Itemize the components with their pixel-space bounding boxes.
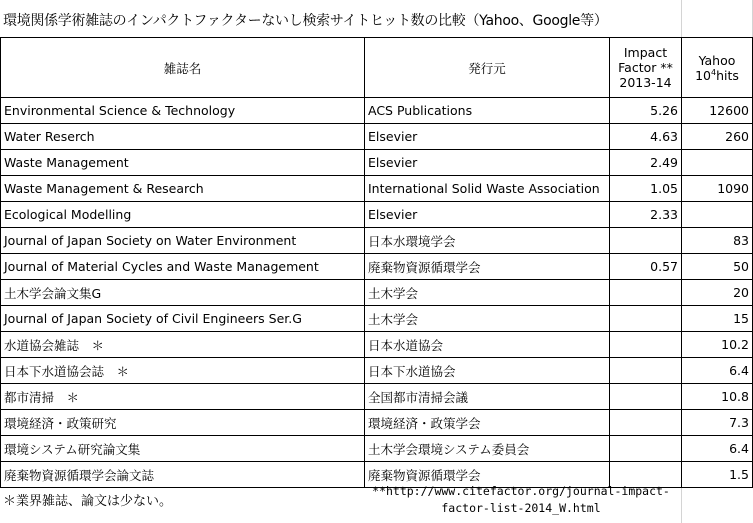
journal-name: 環境経済・政策研究 [1,410,365,436]
impact-factor-header-line: Impact [623,45,668,60]
journal-name: 日本下水道協会誌 ＊ [1,358,365,384]
journal-name: 土木学会論文集G [1,280,365,306]
impact-factor-value [610,280,682,306]
table-row [1,410,753,436]
yahoo-hits-value: 83 [682,228,753,254]
table-row [1,332,753,358]
publisher-name: 日本下水道協会 [365,358,610,384]
impact-factor-value [610,358,682,384]
column-header-impact-factor [610,38,682,98]
yahoo-hits-value: 1090 [682,176,753,202]
yahoo-header-label: Yahoo [698,52,736,68]
yahoo-hits-value: 12600 [682,98,753,124]
impact-factor-value: 2.33 [610,202,682,228]
publisher-name: 土木学会 [365,280,610,306]
table-row [1,228,753,254]
source-url-line: factor-list-2014_W.html [441,501,601,515]
table-row [1,306,753,332]
impact-factor-value: 4.63 [610,124,682,150]
journal-name: 都市清掃 ＊ [1,384,365,410]
yahoo-hits-value: 7.3 [682,410,753,436]
publisher-name: 日本水環境学会 [365,228,610,254]
yahoo-hits-value: 10.8 [682,384,753,410]
publisher-name: 日本水道協会 [365,332,610,358]
yahoo-hits-value: 6.4 [682,358,753,384]
impact-factor-header-line: 2013-14 [619,75,672,90]
publisher-name: 土木学会 [365,306,610,332]
column-header-journal: 雑誌名 [1,38,365,98]
yahoo-hits-value: 15 [682,306,753,332]
yahoo-unit-base: 10 [695,67,711,83]
yahoo-hits-value [682,202,753,228]
source-url [365,483,677,517]
spreadsheet-gridline [681,483,682,523]
yahoo-unit-suffix: hits [716,67,739,83]
table-row [1,358,753,384]
yahoo-unit-exponent: 4 [711,67,717,77]
column-header-publisher: 発行元 [365,38,610,98]
yahoo-hits-value: 20 [682,280,753,306]
yahoo-hits-value: 6.4 [682,436,753,462]
impact-factor-value [610,436,682,462]
impact-factor-value: 2.49 [610,150,682,176]
impact-factor-value [610,306,682,332]
publisher-name: ACS Publications [365,98,610,124]
table-row [1,280,753,306]
table-row [1,254,753,280]
table-row [1,98,753,124]
table-row [1,176,753,202]
publisher-name: 全国都市清掃会議 [365,384,610,410]
table-row [1,384,753,410]
journal-name: 水道協会雑誌 ＊ [1,332,365,358]
column-header-yahoo-hits [682,38,753,98]
impact-factor-value [610,332,682,358]
yahoo-hits-value: 50 [682,254,753,280]
spreadsheet-gridline [681,0,682,37]
impact-factor-value [610,384,682,410]
source-url-line: **http://www.citefactor.org/journal-impact- [372,484,670,498]
yahoo-hits-value: 260 [682,124,753,150]
impact-factor-value [610,228,682,254]
yahoo-header-unit [685,68,749,83]
journal-name: Water Reserch [1,124,365,150]
yahoo-hits-value: 10.2 [682,332,753,358]
publisher-name: Elsevier [365,150,610,176]
publisher-name: 廃棄物資源循環学会 [365,254,610,280]
impact-factor-value: 0.57 [610,254,682,280]
publisher-name: 廃棄物資源循環学会 [365,462,610,488]
table-row [1,436,753,462]
publisher-name: 土木学会環境システム委員会 [365,436,610,462]
publisher-name: Elsevier [365,124,610,150]
page-title: 環境関係学術雑誌のインパクトファクターないし検索サイトヒット数の比較（Yahoo、Google等） [3,13,608,29]
publisher-name: 環境経済・政策学会 [365,410,610,436]
journal-name: Ecological Modelling [1,202,365,228]
yahoo-hits-value: 1.5 [682,462,753,488]
journal-name: Environmental Science & Technology [1,98,365,124]
journal-name: 環境システム研究論文集 [1,436,365,462]
impact-factor-value: 1.05 [610,176,682,202]
comparison-table [0,37,753,488]
table-header-row [1,38,753,98]
journal-name: 廃棄物資源循環学会論文誌 [1,462,365,488]
journal-name: Journal of Japan Society on Water Environment [1,228,365,254]
journal-name: Journal of Japan Society of Civil Engineers Ser.G [1,306,365,332]
journal-name: Waste Management [1,150,365,176]
footnote: ＊業界雑誌、論文は少ない。 [3,494,173,509]
impact-factor-value: 5.26 [610,98,682,124]
impact-factor-header-line: Factor ** [618,60,673,75]
yahoo-hits-value [682,150,753,176]
publisher-name: International Solid Waste Association [365,176,610,202]
table-row [1,202,753,228]
publisher-name: Elsevier [365,202,610,228]
journal-name: Journal of Material Cycles and Waste Management [1,254,365,280]
journal-name: Waste Management & Research [1,176,365,202]
impact-factor-value [610,410,682,436]
table-row [1,150,753,176]
table-row [1,124,753,150]
